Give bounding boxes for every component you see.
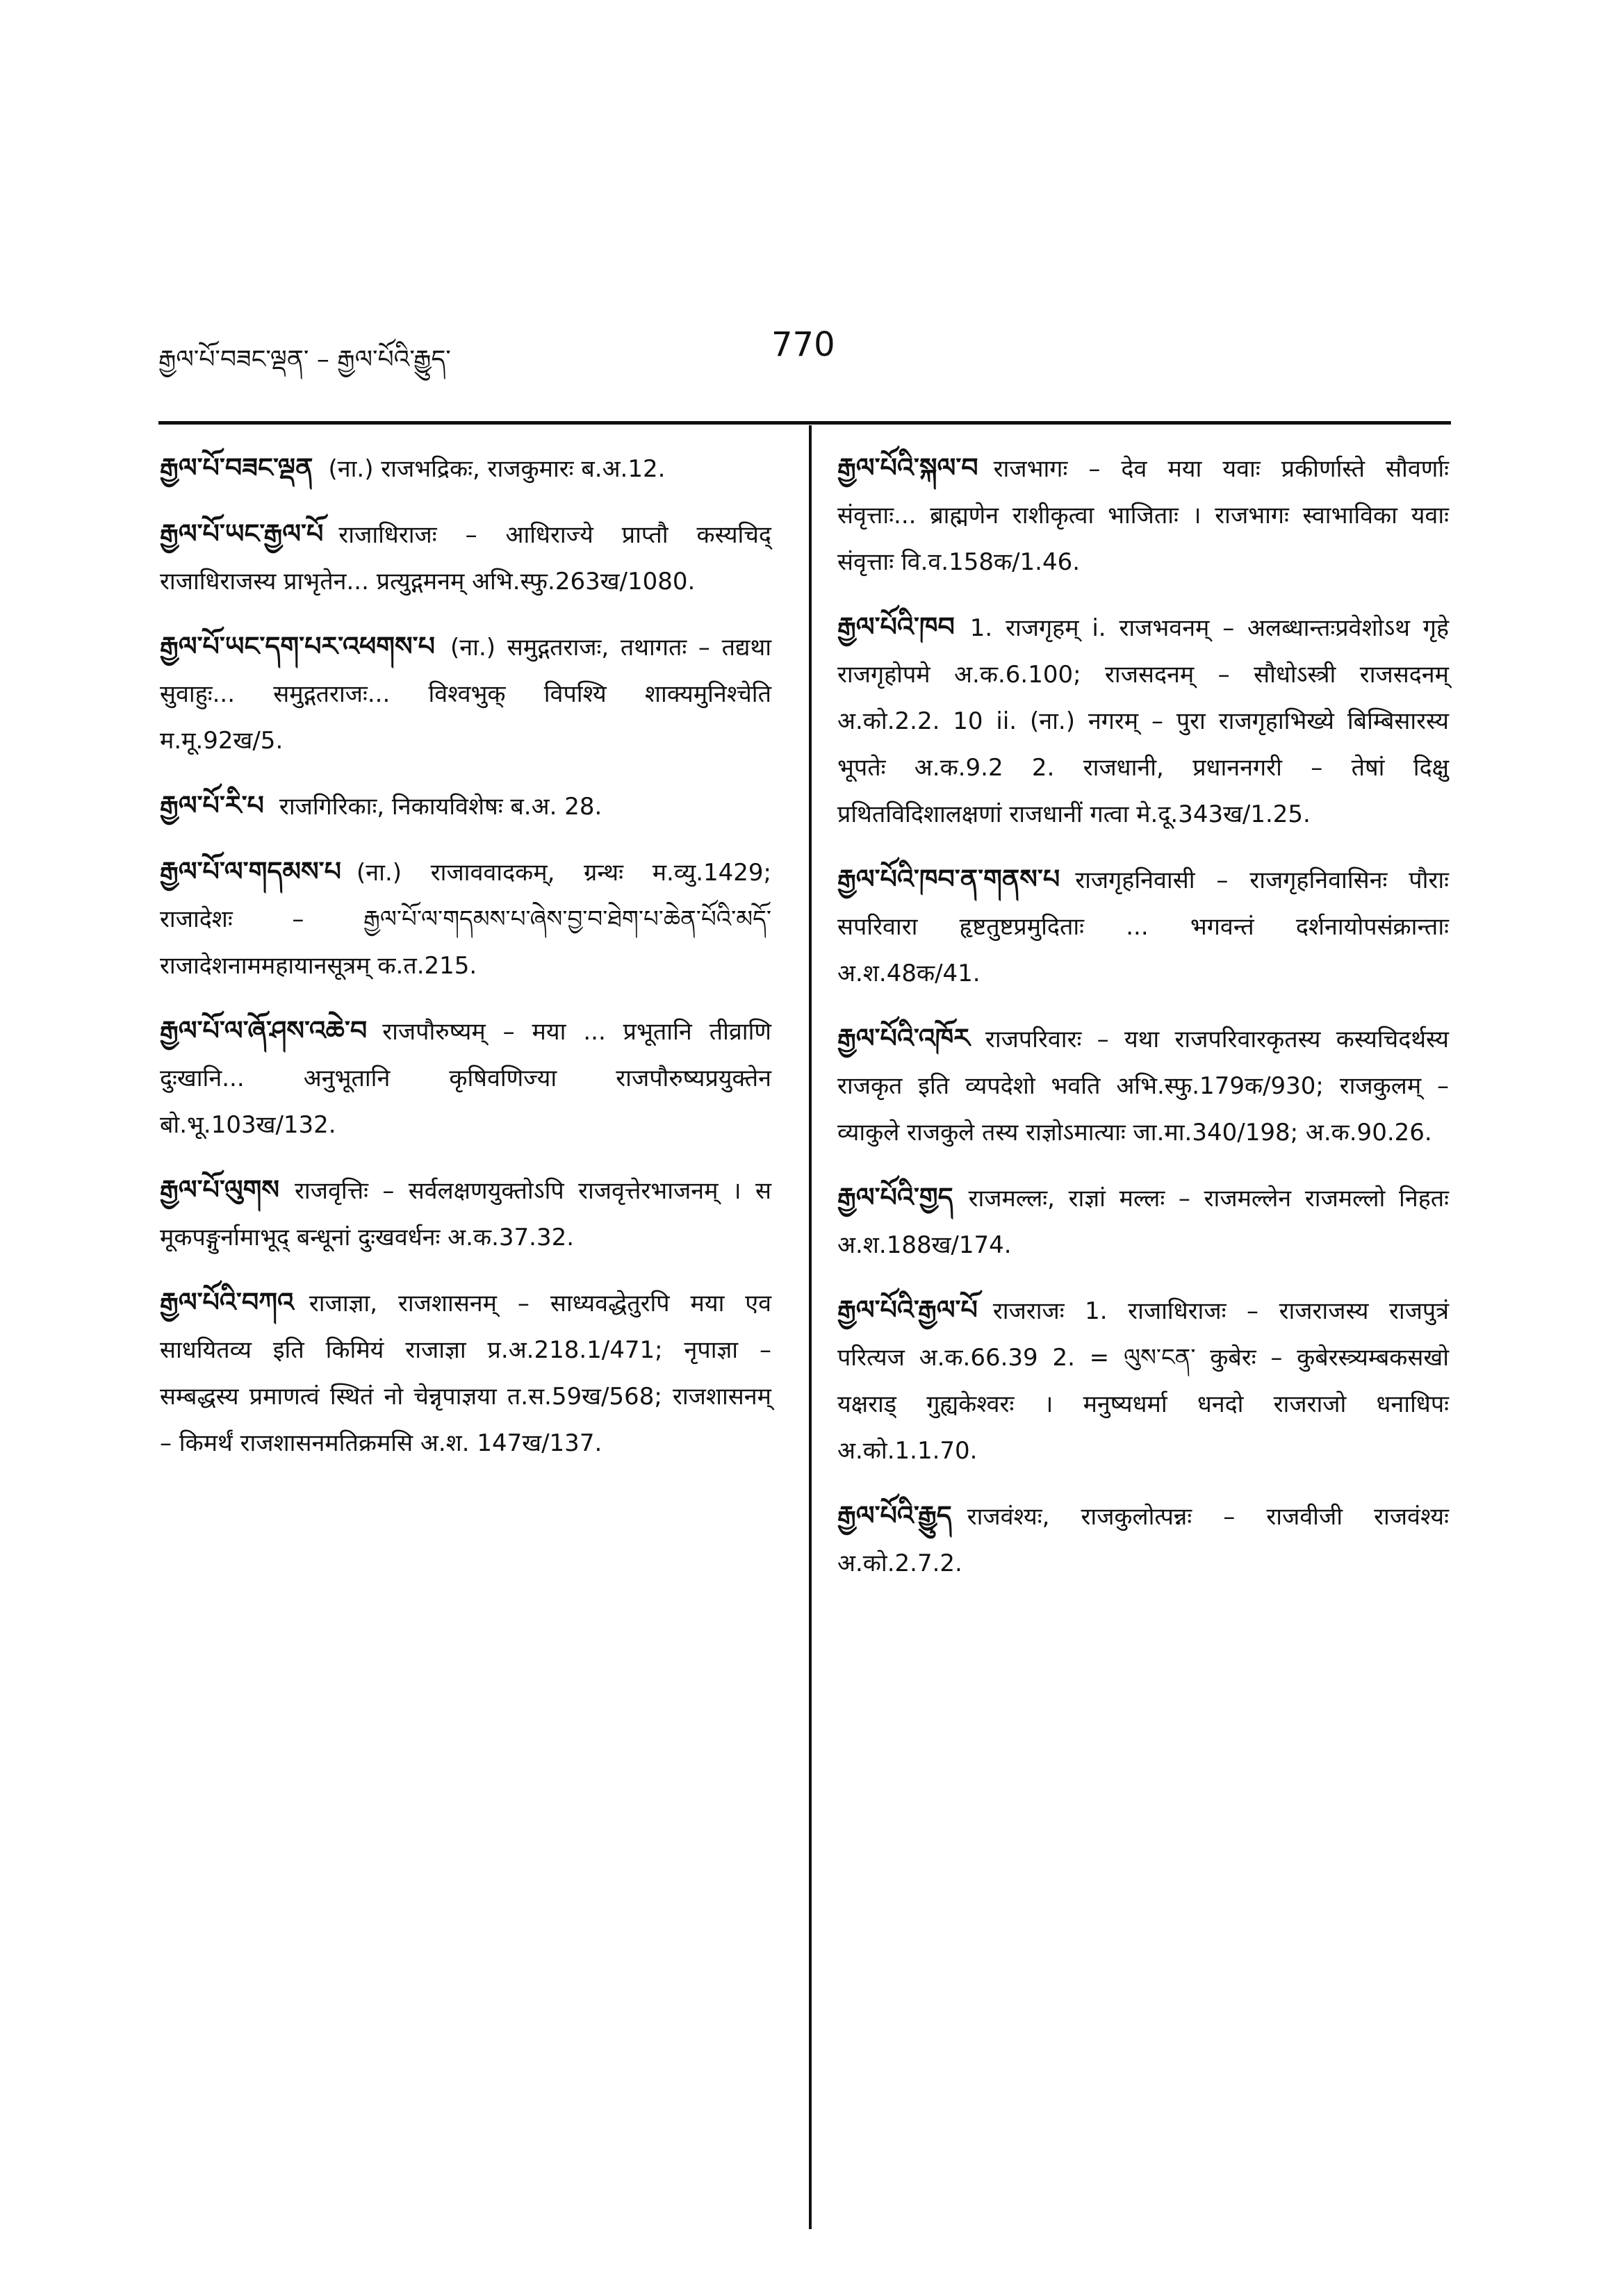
entry-text: राजभागः – देव मया यवाः प्रकीर्णास्ते सौवर्णाः संवृत्ताः... ब्राह्मणेन राशीकृत्वा भाजिताः । राजभागः स्वाभाविका यवाः संवृत्ताः वि.व.158क/1.46. — [837, 455, 1449, 576]
dictionary-entry — [160, 623, 771, 764]
entry-text: राजवंश्यः, राजकुलोत्पन्नः – राजवीजी राजवंश्यः अ.को.2.7.2. — [837, 1503, 1449, 1577]
running-head — [158, 325, 1451, 374]
entry-text: (ना.) राजाववादकम्, ग्रन्थः म.व्यु.1429; राजादेशः – རྒྱལ་པོ་ལ་གདམས་པ་ཞེས་བྱ་བ་ཐེག་པ་ཆེན་པོའི་མདོ་ राजादेशनाममहायानसूत्रम् क.त.215. — [160, 859, 771, 980]
column-divider — [809, 425, 812, 2229]
entry-text: (ना.) समुद्गतराजः, तथागतः – तद्यथा सुवाहुः... समुद्गतराजः... विश्वभुक् विपश्यि शाक्यमुनिश्चेति म.मू.92ख/5. — [160, 634, 771, 755]
tibetan-headword: རྒྱལ་པོའི་འཁོར — [837, 1023, 970, 1053]
dictionary-entry — [837, 1015, 1449, 1156]
tibetan-headword: རྒྱལ་པོ་ཡང་རྒྱལ་པོ — [160, 518, 324, 549]
dictionary-entry — [160, 848, 771, 989]
entry-text: राजराजः 1. राजाधिराजः – राजराजस्य राजपुत्रं परित्यज अ.क.66.39 2. = ལུས་ངན་ कुबेरः – कुबेरस्त्र्यम्बकसखो यक्षराड् गुह्यकेश्वरः । मनुष्यधर्मा धनदो राजराजो धनाधिपः अ.को.1.1.70. — [837, 1297, 1449, 1465]
dictionary-entry — [160, 445, 771, 493]
entry-text: राजमल्लः, राज्ञां मल्लः – राजमल्लेन राजमल्लो निहतः अ.श.188ख/174. — [837, 1185, 1449, 1259]
header-rule — [158, 421, 1451, 425]
entry-text: राजपौरुष्यम् – मया ... प्रभूतानि तीव्राणि दुःखानि... अनुभूतानि कृषिवणिज्या राजपौरुष्यप्रयुक्तेन बो.भू.103ख/132. — [160, 1018, 771, 1139]
dictionary-entry — [160, 782, 771, 830]
entry-text: 1. राजगृहम् i. राजभवनम् – अलब्धान्तःप्रवेशोऽथ गृहे राजगृहोपमे अ.क.6.100; राजसदनम् – सौधोऽस्त्री राजसदनम् अ.को.2.2. 10 ii. (ना.) नगरम् – पुरा राजगृहाभिख्ये बिम्बिसारस्य भूपतेः अ.क.9.2 2. राजधानी, प्रधाननगरी – तेषां दिक्षु प्रथितविदिशालक्षणां राजधानीं गत्वा मे.दू.343ख/1.25. — [837, 614, 1449, 828]
dictionary-entry — [837, 1174, 1449, 1269]
dictionary-entry — [837, 1493, 1449, 1587]
dictionary-entry — [837, 856, 1449, 997]
tibetan-headword: རྒྱལ་པོ་ལ་ཞོ་ཤས་འཆེ་བ — [160, 1015, 368, 1046]
entry-text: राजाज्ञा, राजशासनम् – साध्यवद्धेतुरपि मया एव साधयितव्य इति किमियं राजाज्ञा प्र.अ.218.1/471; नृपाज्ञा – सम्बद्धस्य प्रमाणत्वं स्थितं नो चेन्नृपाज्ञया त.स.59ख/568; राजशासनम् – किमर्थं राजशासनमतिक्रमसि अ.श. 147ख/137. — [160, 1290, 771, 1457]
tibetan-headword: རྒྱལ་པོ་རི་པ — [160, 790, 264, 821]
right-column — [837, 445, 1449, 1605]
running-head-range: རྒྱལ་པོ་བཟང་ལྡན་ – རྒྱལ་པོའི་རྒྱུད་ — [158, 345, 451, 374]
dictionary-entry — [837, 1287, 1449, 1474]
dictionary-entry — [837, 445, 1449, 586]
dictionary-entry — [160, 1279, 771, 1467]
page-number: 770 — [771, 325, 835, 364]
tibetan-headword: རྒྱལ་པོ་ཡང་དག་པར་འཕགས་པ — [160, 631, 435, 662]
tibetan-headword: རྒྱལ་པོ་བཟང་ལྡན — [160, 452, 313, 483]
tibetan-headword: རྒྱལ་པོ་ལ་གདམས་པ — [160, 856, 341, 887]
tibetan-headword: རྒྱལ་པོའི་བཀའ — [160, 1287, 294, 1317]
entry-text: (ना.) राजभद्रिकः, राजकुमारः ब.अ.12. — [328, 455, 666, 483]
dictionary-entry — [160, 511, 771, 605]
entry-text: राजपरिवारः – यथा राजपरिवारकृतस्य कस्यचिदर्थस्य राजकृत इति व्यपदेशो भवति अभि.स्फु.179क/930; राजकुलम् – व्याकुले राजकुले तस्य राज्ञोऽमात्याः जा.मा.340/198; अ.क.90.26. — [837, 1026, 1449, 1147]
dictionary-entry — [160, 1167, 771, 1261]
entry-text: राजगिरिकाः, निकायविशेषः ब.अ. 28. — [279, 793, 602, 821]
tibetan-headword: རྒྱལ་པོའི་ཁབ་ན་གནས་པ — [837, 864, 1060, 894]
entry-text: राजगृहनिवासी – राजगृहनिवासिनः पौराः सपरिवारा हृष्टतुष्टप्रमुदिताः ... भगवन्तं दर्शनायोपसंक्रान्ताः अ.श.48क/41. — [837, 866, 1449, 987]
tibetan-headword: རྒྱལ་པོའི་སྐལ་བ — [837, 452, 978, 483]
dictionary-entry — [837, 604, 1449, 838]
tibetan-headword: རྒྱལ་པོ་ལུགས — [160, 1174, 279, 1205]
entry-text: राजाधिराजः – आधिराज्ये प्राप्तौ कस्यचिद् राजाधिराजस्य प्राभृतेन... प्रत्युद्गमनम् अभि.स्फु.263ख/1080. — [160, 521, 771, 595]
tibetan-headword: རྒྱལ་པོའི་རྒྱལ་པོ — [837, 1295, 978, 1325]
tibetan-headword: རྒྱལ་པོའི་རྒྱུད — [837, 1500, 952, 1531]
dictionary-entry — [160, 1008, 771, 1149]
entry-text: राजवृत्तिः – सर्वलक्षणयुक्तोऽपि राजवृत्तेरभाजनम् । स मूकपङ्गुर्नामाभूद् बन्धूनां दुःखवर्धनः अ.क.37.32. — [160, 1177, 771, 1251]
tibetan-headword: རྒྱལ་པོའི་ཁབ — [837, 611, 955, 642]
tibetan-headword: རྒྱལ་པོའི་གྱད — [837, 1182, 953, 1213]
left-column — [160, 445, 771, 1485]
